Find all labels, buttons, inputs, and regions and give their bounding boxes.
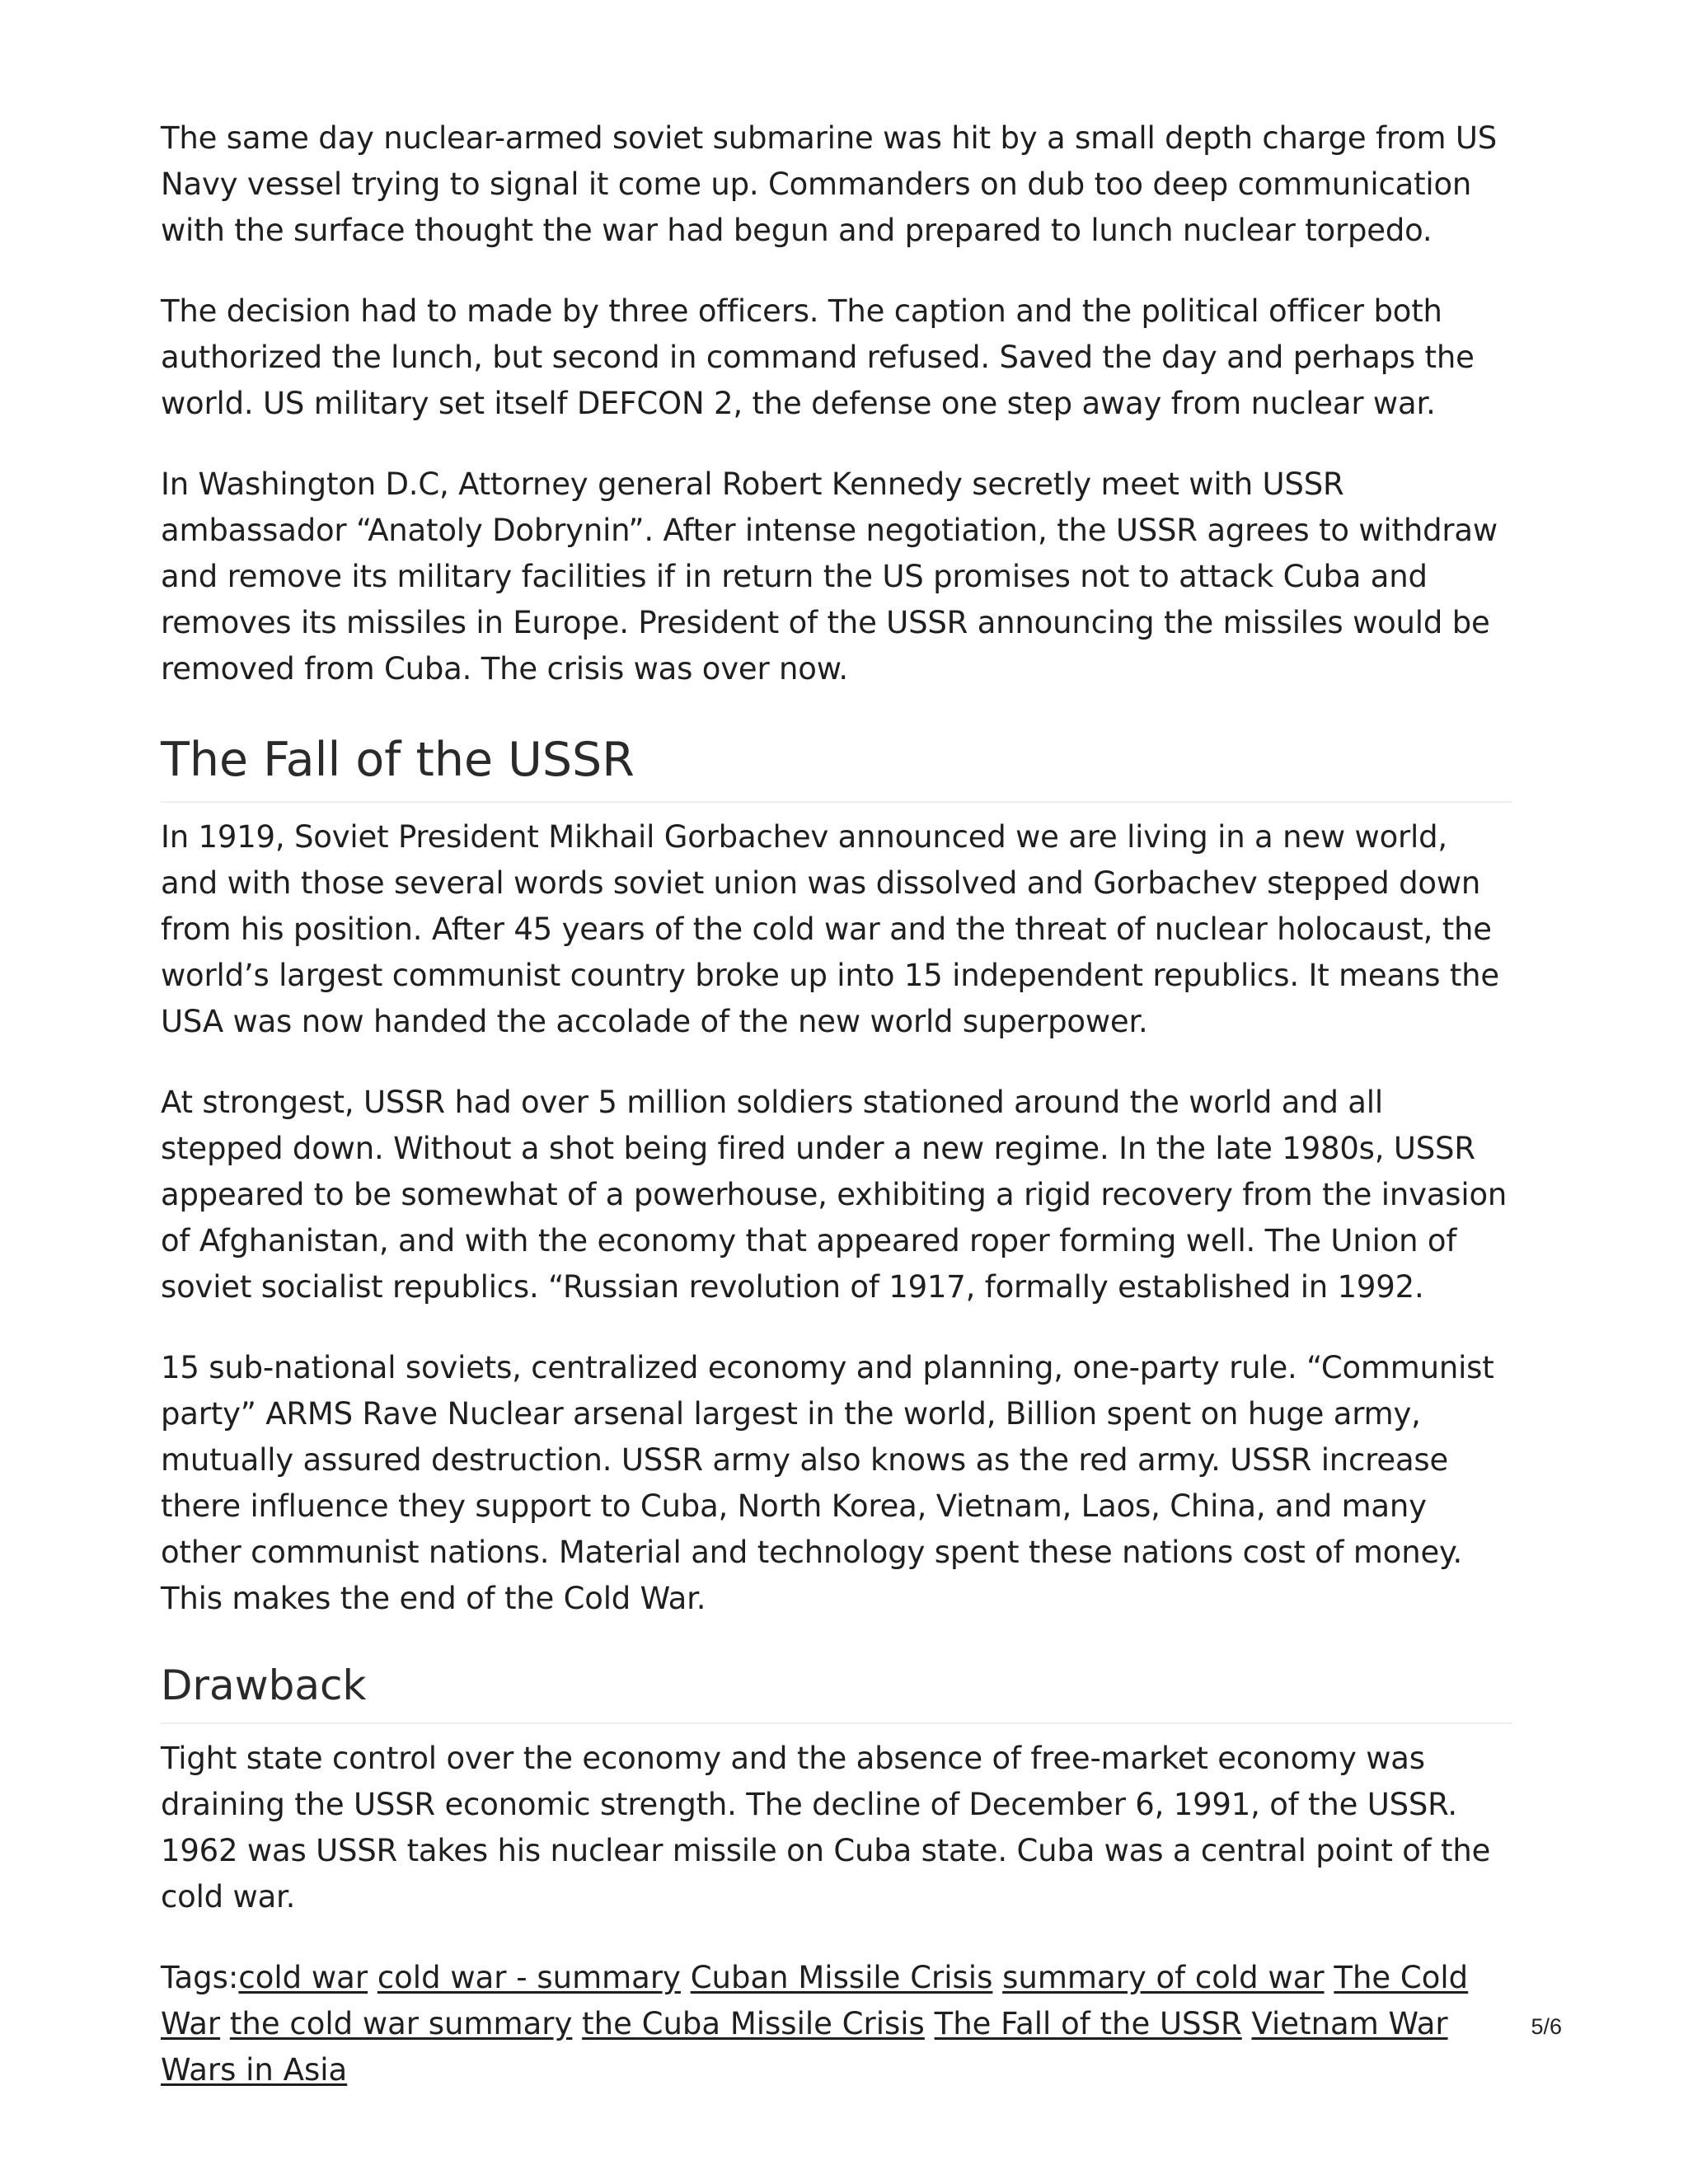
tag-link[interactable]: The Fall of the USSR: [934, 2006, 1242, 2041]
paragraph-soldiers: At strongest, USSR had over 5 million soldiers stationed around the world and all stepped down. Without a shot being fired under a new regime. In the late 1980s, USSR appeared to be somewhat of a powerhouse, exhibiting a rigid recovery from the invasion of Afghanistan, and with the economy that appeared roper forming well. The Union of soviet socialist republics. “Russian revolution of 1917, formally established in 1992.: [161, 1085, 1507, 1305]
tag-link[interactable]: cold war - summary: [377, 1960, 681, 1995]
paragraph-drawback: Tight state control over the economy and the absence of free-market economy was draining the USSR economic strength. The decline of December 6, 1991, of the USSR. 1962 was USSR takes his nuclear missile on Cuba state. Cuba was a central point of the cold war.: [161, 1741, 1491, 1915]
page-number: 5/6: [1531, 2014, 1562, 2039]
tag-link[interactable]: the Cuba Missile Crisis: [582, 2006, 925, 2041]
paragraph-officers-decision: The decision had to made by three officers. The caption and the political officer both authorized the lunch, but second in command refused. Saved the day and perhaps the world. US military set itself DEFCON 2, the defense one step away from nuclear war.: [161, 293, 1475, 421]
tag-link[interactable]: the cold war summary: [229, 2006, 573, 2041]
article-body: [161, 115, 1512, 2093]
paragraph-submarine: The same day nuclear-armed soviet submarine was hit by a small depth charge from US Navy vessel trying to signal it come up. Commanders on dub too deep communication with the surface thought the war had begun and prepared to lunch nuclear torpedo.: [161, 120, 1498, 248]
tag-link[interactable]: The Cold War: [161, 1960, 1469, 2041]
section-heading-fall-of-ussr: The Fall of the USSR: [161, 727, 1512, 803]
tag-link[interactable]: cold war: [238, 1960, 368, 1995]
paragraph-soviets: 15 sub-national soviets, centralized economy and planning, one-party rule. “Communist party” ARMS Rave Nuclear arsenal largest in the world, Billion spent on huge army, mutually assured destruction. USSR army also knows as the red army. USSR increase there influence they support to Cuba, North Korea, Vietnam, Laos, China, and many other communist nations. Material and technology spent these nations cost of money. This makes the end of the Cold War.: [161, 1350, 1494, 1616]
section-heading-drawback: Drawback: [161, 1657, 1512, 1724]
tag-link[interactable]: summary of cold war: [1002, 1960, 1325, 1995]
tags-list: [161, 1955, 1512, 2093]
tag-link[interactable]: Cuban Missile Crisis: [690, 1960, 993, 1995]
tag-link[interactable]: Wars in Asia: [161, 2052, 348, 2088]
tags-label: Tags:: [161, 1960, 239, 1995]
tag-link[interactable]: Vietnam War: [1251, 2006, 1448, 2041]
paragraph-negotiation: In Washington D.C, Attorney general Robert Kennedy secretly meet with USSR ambassador “Anatoly Dobrynin”. After intense negotiation, the USSR agrees to withdraw and remove its military facilities if in return the US promises not to attack Cuba and removes its missiles in Europe. President of the USSR announcing the missiles would be removed from Cuba. The crisis was over now.: [161, 466, 1498, 687]
paragraph-gorbachev: In 1919, Soviet President Mikhail Gorbachev announced we are living in a new world, and with those several words soviet union was dissolved and Gorbachev stepped down from his position. After 45 years of the cold war and the threat of nuclear holocaust, the world’s largest communist country broke up into 15 independent republics. It means the USA was now handed the accolade of the new world superpower.: [161, 819, 1499, 1039]
